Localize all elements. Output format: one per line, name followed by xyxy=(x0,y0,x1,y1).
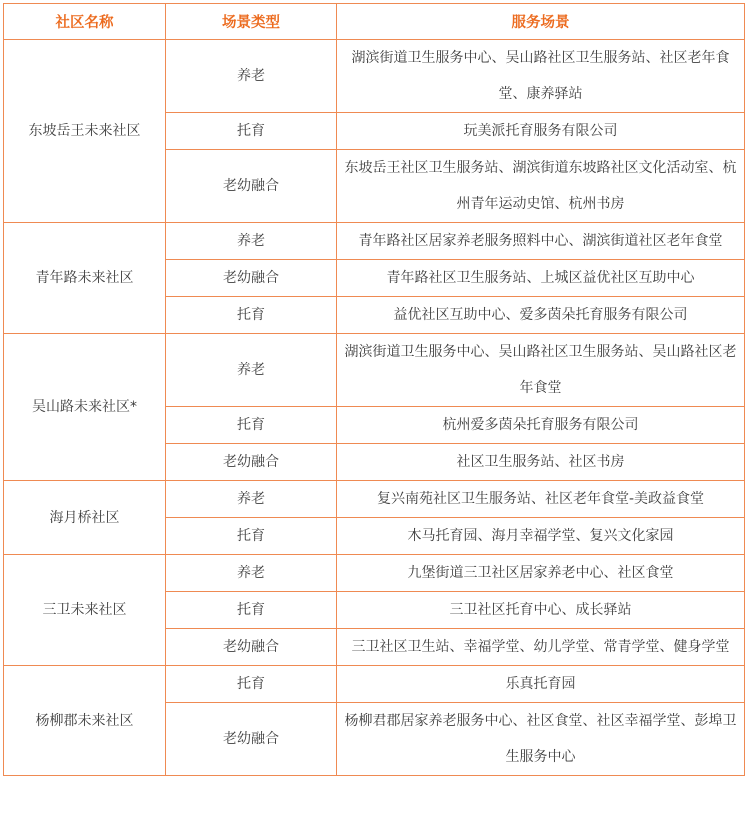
scene-type: 老幼融合 xyxy=(166,150,337,223)
scene-type: 老幼融合 xyxy=(166,703,337,776)
service-scene: 杨柳君郡居家养老服务中心、社区食堂、社区幸福学堂、彭埠卫生服务中心 xyxy=(337,703,745,776)
scene-type: 养老 xyxy=(166,481,337,518)
community-service-table xyxy=(3,3,745,776)
service-scene: 湖滨街道卫生服务中心、吴山路社区卫生服务站、吴山路社区老年食堂 xyxy=(337,334,745,407)
service-scene: 东坡岳王社区卫生服务站、湖滨街道东坡路社区文化活动室、杭州青年运动史馆、杭州书房 xyxy=(337,150,745,223)
scene-type: 托育 xyxy=(166,592,337,629)
service-scene: 杭州爱多茵朵托育服务有限公司 xyxy=(337,407,745,444)
community-name: 三卫未来社区 xyxy=(4,555,166,666)
community-name: 东坡岳王未来社区 xyxy=(4,40,166,223)
table-row xyxy=(4,40,745,113)
scene-type: 老幼融合 xyxy=(166,444,337,481)
scene-type: 托育 xyxy=(166,297,337,334)
community-name: 青年路未来社区 xyxy=(4,223,166,334)
service-scene: 三卫社区卫生站、幸福学堂、幼儿学堂、常青学堂、健身学堂 xyxy=(337,629,745,666)
community-name: 海月桥社区 xyxy=(4,481,166,555)
service-scene: 青年路社区居家养老服务照料中心、湖滨街道社区老年食堂 xyxy=(337,223,745,260)
service-scene: 湖滨街道卫生服务中心、吴山路社区卫生服务站、社区老年食堂、康养驿站 xyxy=(337,40,745,113)
service-scene: 九堡街道三卫社区居家养老中心、社区食堂 xyxy=(337,555,745,592)
community-name: 杨柳郡未来社区 xyxy=(4,666,166,776)
service-scene: 木马托育园、海月幸福学堂、复兴文化家园 xyxy=(337,518,745,555)
service-scene: 乐真托育园 xyxy=(337,666,745,703)
community-name: 吴山路未来社区* xyxy=(4,334,166,481)
table-row xyxy=(4,223,745,260)
scene-type: 托育 xyxy=(166,518,337,555)
scene-type: 托育 xyxy=(166,113,337,150)
scene-type: 老幼融合 xyxy=(166,260,337,297)
scene-type: 养老 xyxy=(166,555,337,592)
service-scene: 玩美派托育服务有限公司 xyxy=(337,113,745,150)
header-row xyxy=(4,4,745,40)
service-scene: 社区卫生服务站、社区书房 xyxy=(337,444,745,481)
table-row xyxy=(4,334,745,407)
scene-type: 养老 xyxy=(166,334,337,407)
scene-type: 老幼融合 xyxy=(166,629,337,666)
table-row xyxy=(4,555,745,592)
scene-type: 托育 xyxy=(166,666,337,703)
scene-type: 养老 xyxy=(166,40,337,113)
table-row xyxy=(4,666,745,703)
header-community-name: 社区名称 xyxy=(4,4,166,40)
scene-type: 养老 xyxy=(166,223,337,260)
header-service-scene: 服务场景 xyxy=(337,4,745,40)
table-row xyxy=(4,481,745,518)
scene-type: 托育 xyxy=(166,407,337,444)
service-scene: 复兴南苑社区卫生服务站、社区老年食堂-美政益食堂 xyxy=(337,481,745,518)
service-scene: 三卫社区托育中心、成长驿站 xyxy=(337,592,745,629)
service-scene: 青年路社区卫生服务站、上城区益优社区互助中心 xyxy=(337,260,745,297)
service-scene: 益优社区互助中心、爱多茵朵托育服务有限公司 xyxy=(337,297,745,334)
header-scene-type: 场景类型 xyxy=(166,4,337,40)
